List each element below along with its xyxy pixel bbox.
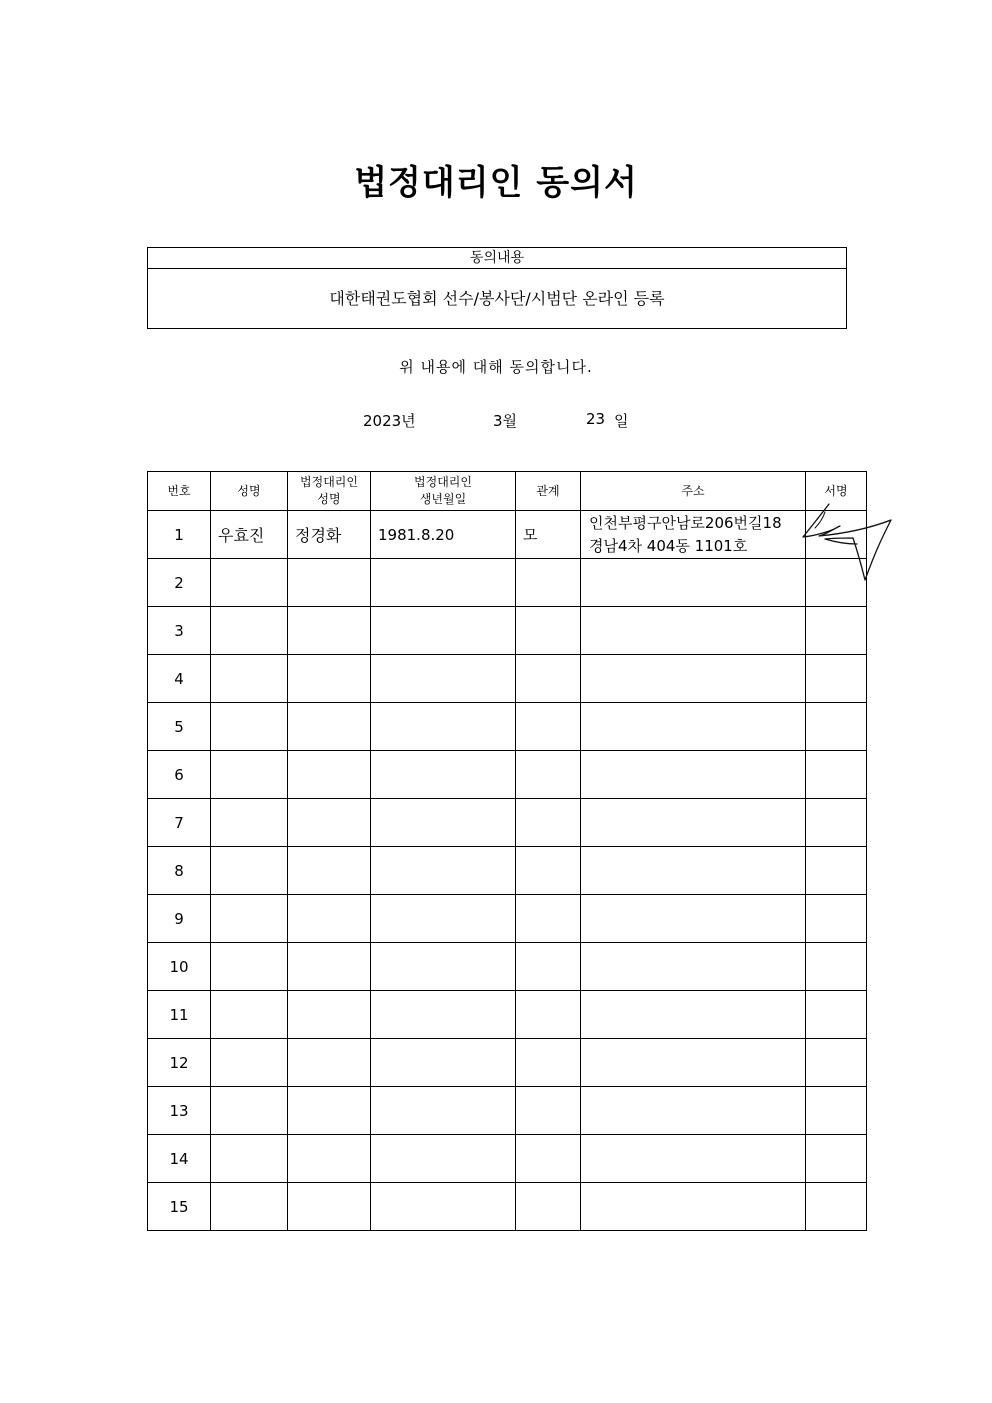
guardian-name — [288, 1087, 371, 1135]
signature-cell — [806, 1087, 867, 1135]
table-row — [148, 895, 867, 943]
guardian-birthdate — [371, 991, 516, 1039]
consent-heading: 동의내용 — [148, 248, 846, 269]
header-relation: 관계 — [516, 472, 581, 511]
header-guardian-name — [288, 472, 371, 511]
relation — [516, 1183, 581, 1231]
relation — [516, 607, 581, 655]
student-name — [211, 1039, 288, 1087]
relation — [516, 1135, 581, 1183]
signature-cell — [806, 1183, 867, 1231]
signature-cell — [806, 703, 867, 751]
guardian-name — [288, 1183, 371, 1231]
header-signature: 서명 — [806, 472, 867, 511]
guardian-birthdate — [371, 943, 516, 991]
row-number: 15 — [148, 1183, 211, 1231]
row-number: 3 — [148, 607, 211, 655]
date-day-unit: 일 — [614, 412, 629, 430]
header-guardian-birth — [371, 472, 516, 511]
address — [581, 1183, 806, 1231]
relation — [516, 991, 581, 1039]
address — [581, 703, 806, 751]
address — [581, 655, 806, 703]
guardian-name — [288, 991, 371, 1039]
guardian-name — [288, 895, 371, 943]
student-name — [211, 607, 288, 655]
table-row — [148, 943, 867, 991]
guardian-birthdate — [371, 1039, 516, 1087]
signature-cell — [806, 1039, 867, 1087]
guardian-name — [288, 751, 371, 799]
table-row — [148, 511, 867, 559]
row-number: 2 — [148, 559, 211, 607]
guardian-birthdate — [371, 1183, 516, 1231]
address — [581, 751, 806, 799]
signature-cell — [806, 1135, 867, 1183]
table-row — [148, 799, 867, 847]
address — [581, 1135, 806, 1183]
date-day-number: 23 — [586, 410, 606, 428]
guardian-birthdate — [371, 847, 516, 895]
table-row — [148, 559, 867, 607]
student-name: 우효진 — [211, 511, 288, 559]
consent-box — [147, 247, 847, 329]
guardian-name — [288, 943, 371, 991]
guardian-name — [288, 847, 371, 895]
signature-cell — [806, 607, 867, 655]
table-header-row — [148, 472, 867, 511]
student-name — [211, 943, 288, 991]
consent-content: 대한태권도협회 선수/봉사단/시범단 온라인 등록 — [329, 289, 665, 308]
guardian-birthdate — [371, 703, 516, 751]
row-number: 11 — [148, 991, 211, 1039]
guardian-birthdate: 1981.8.20 — [371, 511, 516, 559]
signature-cell — [806, 943, 867, 991]
date-year: 2023년 — [363, 412, 416, 430]
row-number: 10 — [148, 943, 211, 991]
student-name — [211, 847, 288, 895]
student-name — [211, 895, 288, 943]
address — [581, 511, 806, 559]
table-row — [148, 1135, 867, 1183]
address — [581, 559, 806, 607]
student-name — [211, 559, 288, 607]
date-month: 3월 — [493, 412, 518, 430]
relation — [516, 703, 581, 751]
header-name: 성명 — [211, 472, 288, 511]
student-name — [211, 703, 288, 751]
header-guardian-name-line1: 법정대리인 — [300, 475, 358, 489]
relation — [516, 559, 581, 607]
signature-cell — [806, 847, 867, 895]
table-row — [148, 1039, 867, 1087]
table-row — [148, 1183, 867, 1231]
guardian-name — [288, 799, 371, 847]
guardian-birthdate — [371, 799, 516, 847]
guardian-name — [288, 607, 371, 655]
guardian-name — [288, 559, 371, 607]
row-number: 7 — [148, 799, 211, 847]
address — [581, 943, 806, 991]
row-number: 5 — [148, 703, 211, 751]
guardian-birthdate — [371, 751, 516, 799]
signature-cell — [806, 895, 867, 943]
relation — [516, 847, 581, 895]
row-number: 4 — [148, 655, 211, 703]
guardian-birthdate — [371, 607, 516, 655]
guardian-name: 정경화 — [288, 511, 371, 559]
guardian-roster-table — [147, 471, 867, 1231]
address — [581, 1087, 806, 1135]
guardian-birthdate — [371, 559, 516, 607]
table-row — [148, 991, 867, 1039]
student-name — [211, 991, 288, 1039]
row-number: 6 — [148, 751, 211, 799]
signature-cell — [806, 751, 867, 799]
header-no: 번호 — [148, 472, 211, 511]
row-number: 9 — [148, 895, 211, 943]
row-number: 14 — [148, 1135, 211, 1183]
guardian-birthdate — [371, 1087, 516, 1135]
relation — [516, 895, 581, 943]
signature-cell — [806, 799, 867, 847]
relation — [516, 799, 581, 847]
guardian-name — [288, 1135, 371, 1183]
row-number: 1 — [148, 511, 211, 559]
address — [581, 847, 806, 895]
address-line1: 인천부평구안남로206번길18 — [589, 513, 782, 532]
guardian-birthdate — [371, 895, 516, 943]
guardian-name — [288, 703, 371, 751]
agreement-statement: 위 내용에 대해 동의합니다. — [399, 358, 593, 376]
address-line2: 경남4차 404동 1101호 — [589, 536, 748, 555]
header-guardian-name-line2: 성명 — [317, 492, 341, 506]
table-row — [148, 703, 867, 751]
row-number: 8 — [148, 847, 211, 895]
table-row — [148, 607, 867, 655]
student-name — [211, 1183, 288, 1231]
table-row — [148, 1087, 867, 1135]
relation — [516, 943, 581, 991]
row-number: 13 — [148, 1087, 211, 1135]
address — [581, 799, 806, 847]
table-row — [148, 847, 867, 895]
relation — [516, 655, 581, 703]
page-title: 법정대리인 동의서 — [354, 163, 638, 203]
signature-icon — [795, 492, 895, 587]
signature-cell — [806, 655, 867, 703]
relation — [516, 751, 581, 799]
relation — [516, 1087, 581, 1135]
guardian-name — [288, 655, 371, 703]
header-guardian-birth-line1: 법정대리인 — [414, 475, 472, 489]
student-name — [211, 751, 288, 799]
signature-cell — [806, 991, 867, 1039]
guardian-birthdate — [371, 1135, 516, 1183]
table-row — [148, 751, 867, 799]
row-number: 12 — [148, 1039, 211, 1087]
address — [581, 991, 806, 1039]
address — [581, 607, 806, 655]
relation — [516, 1039, 581, 1087]
header-guardian-birth-line2: 생년월일 — [419, 492, 467, 506]
header-address: 주소 — [581, 472, 806, 511]
relation: 모 — [516, 511, 581, 559]
address — [581, 895, 806, 943]
student-name — [211, 655, 288, 703]
guardian-birthdate — [371, 655, 516, 703]
address — [581, 1039, 806, 1087]
student-name — [211, 799, 288, 847]
table-row — [148, 655, 867, 703]
student-name — [211, 1087, 288, 1135]
student-name — [211, 1135, 288, 1183]
guardian-name — [288, 1039, 371, 1087]
